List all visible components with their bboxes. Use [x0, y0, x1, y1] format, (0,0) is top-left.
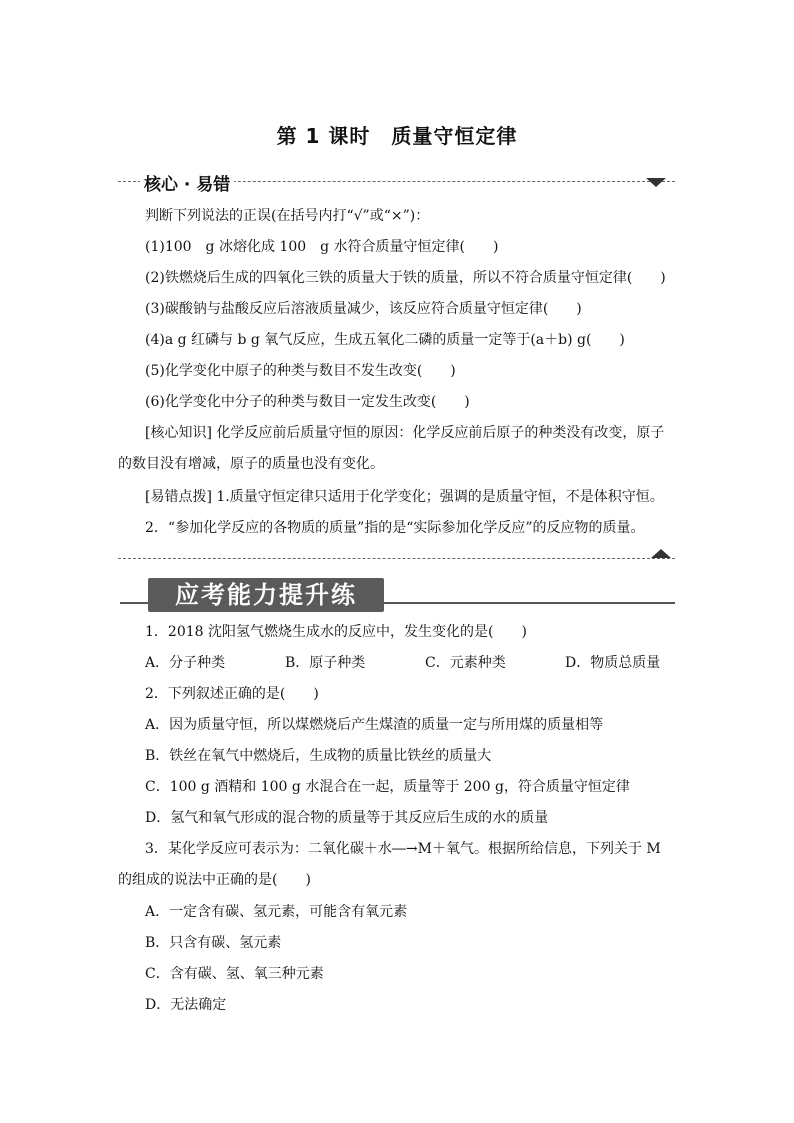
question-3-option-d: D．无法确定: [145, 997, 227, 1013]
error-tip-2: 2．“参加化学反应的各物质的质量”指的是“实际参加化学反应”的反应物的质量。: [145, 520, 645, 536]
question-3-option-a: A．一定含有碳、氢元素，可能含有氧元素: [145, 904, 408, 920]
judge-item-5: (5)化学变化中原子的种类与数目不发生改变( ): [145, 363, 456, 379]
judge-item-1: (1)100 g 冰熔化成 100 g 水符合质量守恒定律( ): [145, 239, 499, 255]
question-2-option-a: A．因为质量守恒，所以煤燃烧后产生煤渣的质量一定与所用煤的质量相等: [145, 717, 604, 733]
question-2-stem: 2．下列叙述正确的是( ): [145, 686, 319, 702]
instruction-text: 判断下列说法的正误(在括号内打“√”或“×”)：: [145, 208, 430, 224]
judge-item-4: (4)a g 红磷与 b g 氧气反应，生成五氧化二磷的质量一定等于(a＋b) g( ): [145, 332, 625, 348]
question-1-option-c: C．元素种类: [425, 655, 506, 671]
core-knowledge-text: [核心知识] 化学反应前后质量守恒的原因：化学反应前后原子的种类没有改变，原子的数目没有增减，原子的质量也没有变化。: [118, 425, 665, 472]
judge-item-6: (6)化学变化中分子的种类与数目一定发生改变( ): [145, 394, 470, 410]
page-title: 第 1 课时 质量守恒定律: [276, 124, 518, 148]
judge-item-3: (3)碳酸钠与盐酸反应后溶液质量减少，该反应符合质量守恒定律( ): [145, 301, 582, 317]
question-2-option-c: C．100 g 酒精和 100 g 水混合在一起，质量等于 200 g，符合质量守恒定律: [145, 779, 630, 795]
question-3-option-b: B．只含有碳、氢元素: [145, 935, 282, 951]
question-2-option-d: D．氢气和氧气形成的混合物的质量等于其反应后生成的水的质量: [145, 810, 549, 826]
error-tip-1: [易错点拨] 1.质量守恒定律只适用于化学变化；强调的是质量守恒，不是体积守恒。: [145, 489, 664, 505]
triangle-down-icon: [646, 178, 666, 187]
judge-item-2: (2)铁燃烧后生成的四氧化三铁的质量大于铁的质量，所以不符合质量守恒定律( ): [145, 270, 666, 286]
question-3-stem: 3．某化学反应可表示为：二氧化碳＋水―→M＋氧气。根据所给信息，下列关于 M 的组成的说法中正确的是( ): [118, 841, 661, 888]
question-1-options: [145, 653, 675, 673]
question-2-option-b: B．铁丝在氧气中燃烧后，生成物的质量比铁丝的质量大: [145, 748, 492, 764]
section-divider-bottom: [118, 558, 675, 559]
question-1-option-d: D．物质总质量: [565, 655, 661, 671]
section-label-core: 核心 · 易错: [140, 170, 234, 195]
question-1-option-b: B．原子种类: [285, 655, 366, 671]
question-1-option-a: A．分子种类: [145, 655, 226, 671]
question-3-option-c: C．含有碳、氢、氧三种元素: [145, 966, 324, 982]
triangle-up-icon: [651, 549, 671, 558]
question-1-stem: 1．2018 沈阳氢气燃烧生成水的反应中，发生变化的是( ): [145, 624, 527, 640]
section-banner-practice: 应考能力提升练: [148, 578, 384, 612]
